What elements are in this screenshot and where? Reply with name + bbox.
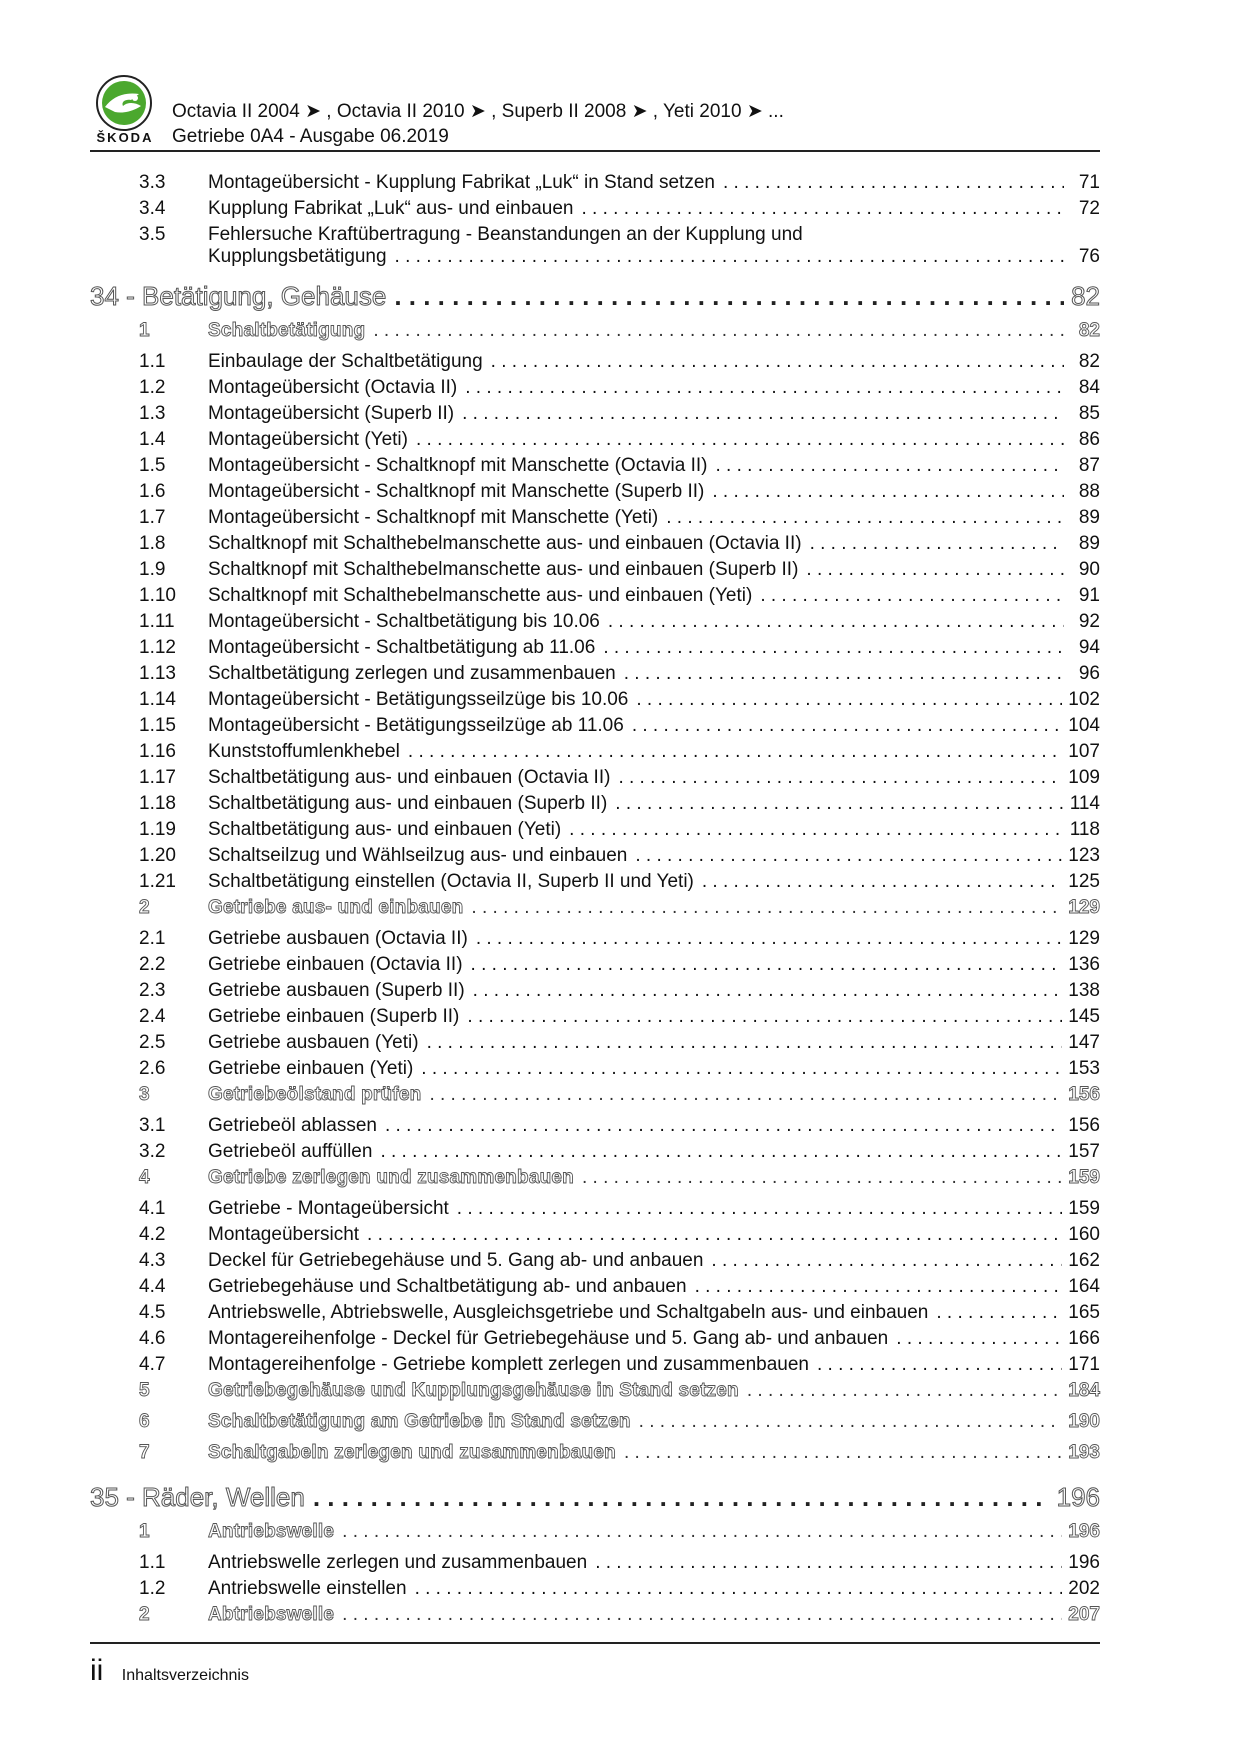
toc-entry-title: Schaltknopf mit Schalthebelmanschette aus- und einbauen (Superb II): [208, 559, 799, 580]
toc-entry-title: Montageübersicht (Octavia II): [208, 377, 458, 398]
toc-entry-number: 4.3: [139, 1250, 166, 1271]
toc-entry[interactable]: [90, 741, 1100, 767]
toc-page-number: 157: [1068, 1141, 1100, 1162]
toc-entry-number: 1.1: [139, 351, 166, 372]
dot-leader: [723, 172, 1064, 194]
toc-page-number: 96: [1078, 663, 1100, 684]
dot-leader: [471, 897, 1062, 919]
toc-page-number: 87: [1078, 455, 1100, 476]
toc-entry-number: 1.14: [139, 689, 176, 710]
toc-page-number: 91: [1078, 585, 1100, 606]
toc-page-number: 90: [1078, 559, 1100, 580]
toc-entry[interactable]: [90, 559, 1100, 585]
dot-leader: [467, 1006, 1062, 1028]
page-number: ii: [90, 1654, 104, 1687]
toc-entry-number: 2.2: [139, 954, 166, 975]
toc-page-number: 184: [1068, 1380, 1100, 1401]
dot-leader: [760, 585, 1064, 607]
toc-page-number: 166: [1068, 1328, 1100, 1349]
dot-leader: [896, 1328, 1062, 1350]
toc-entry-title: Schaltbetätigung aus- und einbauen (Yeti): [208, 819, 562, 840]
toc-entry[interactable]: [90, 928, 1100, 954]
toc-entry-title: Montageübersicht - Schaltknopf mit Manschette (Yeti): [208, 507, 659, 528]
toc-entry[interactable]: [90, 224, 1100, 246]
toc-entry[interactable]: [90, 481, 1100, 507]
toc-page-number: 147: [1068, 1032, 1100, 1053]
toc-entry-title: Montageübersicht - Schaltbetätigung bis 10.06: [208, 611, 600, 632]
toc-entry-title: Montageübersicht - Betätigungsseilzüge ab 11.06: [208, 715, 624, 736]
dot-leader: [936, 1302, 1062, 1324]
toc-entry-title: Deckel für Getriebegehäuse und 5. Gang ab- und anbauen: [208, 1250, 704, 1271]
toc-chapter-title: 34 - Betätigung, Gehäuse: [90, 280, 387, 311]
dot-leader: [624, 663, 1064, 685]
toc-page-number: 156: [1068, 1084, 1100, 1105]
toc-entry-number: 1.17: [139, 767, 176, 788]
toc-entry-number: 2.3: [139, 980, 166, 1001]
page-header: [90, 74, 1100, 154]
toc-chapter[interactable]: [90, 272, 1100, 320]
dot-leader: [712, 481, 1064, 503]
toc-entry-number: 1.10: [139, 585, 176, 606]
toc-entry-number: 2.4: [139, 1006, 166, 1027]
toc-entry[interactable]: [90, 1224, 1100, 1250]
toc-entry[interactable]: [90, 455, 1100, 481]
footer-divider: [90, 1642, 1100, 1644]
toc-entry[interactable]: [90, 1115, 1100, 1141]
toc-entry-number: 3: [139, 1084, 150, 1105]
toc-page-number: 138: [1068, 980, 1100, 1001]
toc-entry[interactable]: [90, 1354, 1100, 1380]
toc-page-number: 196: [1068, 1521, 1100, 1542]
toc-entry-number: 4.7: [139, 1354, 166, 1375]
dot-leader: [569, 819, 1064, 841]
toc-page-number: 171: [1068, 1354, 1100, 1375]
brand-name: ŠKODA: [96, 130, 154, 145]
toc-page-number: 156: [1068, 1115, 1100, 1136]
toc-entry[interactable]: [90, 246, 1100, 272]
footer-label: Inhaltsverzeichnis: [121, 1667, 249, 1684]
dot-leader: [695, 1276, 1063, 1298]
toc-entry-title: Montageübersicht - Betätigungsseilzüge bis 10.06: [208, 689, 629, 710]
toc-entry-number: 1.1: [139, 1552, 166, 1573]
dot-leader: [595, 1552, 1062, 1574]
dot-leader: [415, 1578, 1063, 1600]
toc-entry-number: 4: [139, 1167, 150, 1188]
dot-leader: [416, 429, 1064, 451]
toc-entry-title: Schaltknopf mit Schalthebelmanschette aus- und einbauen (Octavia II): [208, 533, 802, 554]
toc-entry-number: 3.4: [139, 198, 166, 219]
dot-leader: [462, 403, 1064, 425]
dot-leader: [408, 741, 1062, 763]
toc-entry-title: Montageübersicht - Kupplung Fabrikat „Luk“ in Stand setzen: [208, 172, 715, 193]
dot-leader: [380, 1141, 1062, 1163]
dot-leader: [429, 1084, 1062, 1106]
dot-leader: [457, 1198, 1063, 1220]
toc-entry-title: Getriebeöl ablassen: [208, 1115, 377, 1136]
toc-entry[interactable]: [90, 715, 1100, 741]
dot-leader: [471, 954, 1063, 976]
dot-leader: [394, 281, 1064, 312]
dot-leader: [632, 715, 1062, 737]
toc-entry[interactable]: [90, 845, 1100, 871]
toc-entry[interactable]: [90, 663, 1100, 689]
toc-entry[interactable]: [90, 198, 1100, 224]
toc-entry-number: 1.19: [139, 819, 176, 840]
dot-leader: [342, 1604, 1062, 1626]
document-subtitle: Getriebe 0A4 - Ausgabe 06.2019: [172, 126, 449, 147]
toc-entry[interactable]: [90, 533, 1100, 559]
dot-leader: [427, 1032, 1063, 1054]
toc-page-number: 162: [1068, 1250, 1100, 1271]
dot-leader: [473, 980, 1063, 1002]
toc-page-number: 85: [1078, 403, 1100, 424]
toc-entry-number: 3.1: [139, 1115, 166, 1136]
toc-entry[interactable]: [90, 637, 1100, 663]
toc-entry-number: 1.20: [139, 845, 176, 866]
toc-entry-number: 2: [139, 1604, 150, 1625]
toc-entry-title: Antriebswelle, Abtriebswelle, Ausgleichsgetriebe und Schaltgabeln aus- und einbauen: [208, 1302, 929, 1323]
toc-page-number: 89: [1078, 507, 1100, 528]
toc-entry[interactable]: [90, 611, 1100, 637]
toc-entry-number: 1.9: [139, 559, 166, 580]
toc-section[interactable]: [90, 1380, 1100, 1411]
toc-entry-number: 1.18: [139, 793, 176, 814]
toc-entry-number: 2.5: [139, 1032, 166, 1053]
toc-page-number: 125: [1068, 871, 1100, 892]
toc-entry-number: 1.8: [139, 533, 166, 554]
toc-section[interactable]: [90, 1084, 1100, 1115]
dot-leader: [582, 1167, 1062, 1189]
toc-entry[interactable]: [90, 1141, 1100, 1167]
toc-entry-title: Abtriebswelle: [208, 1604, 335, 1625]
toc-entry-title: Schaltbetätigung am Getriebe in Stand setzen: [208, 1411, 631, 1432]
dot-leader: [615, 793, 1063, 815]
dot-leader: [711, 1250, 1062, 1272]
toc-entry-number: 1.13: [139, 663, 176, 684]
toc-entry-number: 1.15: [139, 715, 176, 736]
toc-page-number: 88: [1078, 481, 1100, 502]
dot-leader: [465, 377, 1064, 399]
toc-entry-number: 2.6: [139, 1058, 166, 1079]
toc-entry[interactable]: [90, 377, 1100, 403]
skoda-emblem-icon: [95, 74, 153, 132]
toc-entry[interactable]: [90, 172, 1100, 198]
toc-page-number: 164: [1068, 1276, 1100, 1297]
toc-entry-title: Getriebe ausbauen (Yeti): [208, 1032, 419, 1053]
toc-entry-number: 5: [139, 1380, 150, 1401]
toc-entry-number: 1.3: [139, 403, 166, 424]
dot-leader: [476, 928, 1062, 950]
toc-page-number: 76: [1078, 246, 1100, 267]
toc-page-number: 136: [1068, 954, 1100, 975]
toc-page-number: 84: [1078, 377, 1100, 398]
toc-entry-title: Getriebeöl auffüllen: [208, 1141, 373, 1162]
dot-leader: [373, 320, 1064, 342]
toc-page-number: 160: [1068, 1224, 1100, 1245]
toc-entry-title: Kupplung Fabrikat „Luk“ aus- und einbauen: [208, 198, 574, 219]
toc-entry-title: Schaltbetätigung einstellen (Octavia II, Superb II und Yeti): [208, 871, 694, 892]
toc-page-number: 71: [1078, 172, 1100, 193]
toc-entry[interactable]: [90, 1578, 1100, 1604]
toc-page-number: 129: [1068, 928, 1100, 949]
toc-page-number: 207: [1068, 1604, 1100, 1625]
dot-leader: [342, 1521, 1062, 1543]
dot-leader: [666, 507, 1064, 529]
dot-leader: [491, 351, 1064, 373]
toc-entry[interactable]: [90, 1198, 1100, 1224]
toc-entry[interactable]: [90, 793, 1100, 819]
page-footer: [90, 1654, 249, 1688]
toc-entry-title: Antriebswelle einstellen: [208, 1578, 407, 1599]
toc-entry[interactable]: [90, 1552, 1100, 1578]
toc-section[interactable]: [90, 1411, 1100, 1442]
toc-entry-title: Schaltbetätigung: [208, 320, 366, 341]
toc-entry-title: Montageübersicht - Schaltbetätigung ab 11.06: [208, 637, 596, 658]
toc-section[interactable]: [90, 320, 1100, 351]
toc-entry[interactable]: [90, 1328, 1100, 1354]
toc-entry-title: Schaltbetätigung aus- und einbauen (Superb II): [208, 793, 608, 814]
toc-entry-title: Getriebe einbauen (Superb II): [208, 1006, 460, 1027]
toc-entry-title: Getriebeölstand prüfen: [208, 1084, 422, 1105]
toc-entry-number: 1.7: [139, 507, 166, 528]
toc-entry[interactable]: [90, 1032, 1100, 1058]
toc-page-number: 102: [1068, 689, 1100, 710]
toc-entry-number: 4.1: [139, 1198, 166, 1219]
toc-entry-number: 3.5: [139, 224, 166, 245]
toc-page-number: 114: [1069, 793, 1100, 814]
toc-entry-number: 1.16: [139, 741, 176, 762]
toc-entry[interactable]: [90, 767, 1100, 793]
toc-entry-title: Getriebe ausbauen (Superb II): [208, 980, 465, 1001]
dot-leader: [618, 767, 1062, 789]
toc-entry-title: Schaltbetätigung zerlegen und zusammenbauen: [208, 663, 616, 684]
dot-leader: [636, 689, 1062, 711]
toc-entry-number: 1.5: [139, 455, 166, 476]
toc-page-number: 94: [1078, 637, 1100, 658]
dot-leader: [624, 1442, 1062, 1464]
toc-page-number: 86: [1078, 429, 1100, 450]
dot-leader: [716, 455, 1065, 477]
dot-leader: [395, 246, 1064, 268]
toc-entry-title: Getriebe einbauen (Yeti): [208, 1058, 414, 1079]
toc-page-number: 123: [1068, 845, 1100, 866]
toc-entry[interactable]: [90, 871, 1100, 897]
toc-entry-title: Kupplungsbetätigung: [208, 246, 387, 267]
toc-entry-number: 1.4: [139, 429, 166, 450]
toc-entry-number: 2.1: [139, 928, 166, 949]
dot-leader: [747, 1380, 1062, 1402]
toc-entry-number: 1: [139, 320, 150, 341]
toc-entry-title: Montageübersicht - Schaltknopf mit Manschette (Octavia II): [208, 455, 708, 476]
toc-entry[interactable]: [90, 351, 1100, 377]
toc-entry-title: Getriebe einbauen (Octavia II): [208, 954, 463, 975]
toc-entry[interactable]: [90, 585, 1100, 611]
toc-page-number: 92: [1078, 611, 1100, 632]
toc-page-number: 82: [1078, 351, 1100, 372]
toc-page-number: 190: [1068, 1411, 1100, 1432]
toc-entry-title: Montageübersicht (Yeti): [208, 429, 408, 450]
toc-entry-title: Schaltgabeln zerlegen und zusammenbauen: [208, 1442, 616, 1463]
toc-page-number: 196: [1068, 1552, 1100, 1573]
toc-entry-title: Getriebe - Montageübersicht: [208, 1198, 449, 1219]
dot-leader: [635, 845, 1062, 867]
dot-leader: [313, 1482, 1051, 1513]
toc-entry[interactable]: [90, 1250, 1100, 1276]
toc-page-number: 193: [1068, 1442, 1100, 1463]
toc-entry[interactable]: [90, 507, 1100, 533]
toc-section[interactable]: [90, 1442, 1100, 1473]
dot-leader: [603, 637, 1064, 659]
toc-page-number: 109: [1068, 767, 1100, 788]
toc-entry-number: 1.12: [139, 637, 176, 658]
toc-entry[interactable]: [90, 403, 1100, 429]
dot-leader: [367, 1224, 1062, 1246]
toc-entry-title: Montagereihenfolge - Deckel für Getriebegehäuse und 5. Gang ab- und anbauen: [208, 1328, 889, 1349]
toc-entry-title: Einbaulage der Schaltbetätigung: [208, 351, 483, 372]
toc-entry-number: 4.6: [139, 1328, 166, 1349]
toc-entry-number: 1: [139, 1521, 150, 1542]
dot-leader: [817, 1354, 1062, 1376]
toc-entry-title: Fehlersuche Kraftübertragung - Beanstandungen an der Kupplung und: [208, 224, 803, 245]
toc-entry-number: 1.2: [139, 1578, 166, 1599]
toc-entry-title: Schaltknopf mit Schalthebelmanschette aus- und einbauen (Yeti): [208, 585, 753, 606]
toc-page-number: 82: [1078, 320, 1100, 341]
toc-section[interactable]: [90, 897, 1100, 928]
toc-entry-number: 1.6: [139, 481, 166, 502]
toc-entry[interactable]: [90, 689, 1100, 715]
dot-leader: [608, 611, 1064, 633]
toc-page-number: 82: [1071, 280, 1100, 311]
dot-leader: [581, 198, 1064, 220]
toc-entry-number: 4.5: [139, 1302, 166, 1323]
toc-page-number: 145: [1068, 1006, 1100, 1027]
toc-page-number: 72: [1078, 198, 1100, 219]
header-divider: [90, 150, 1100, 152]
dot-leader: [421, 1058, 1062, 1080]
toc-entry-number: 4.4: [139, 1276, 166, 1297]
toc-section[interactable]: [90, 1167, 1100, 1198]
toc-entry[interactable]: [90, 1006, 1100, 1032]
toc-entry[interactable]: [90, 954, 1100, 980]
toc-entry-title: Getriebegehäuse und Schaltbetätigung ab- und anbauen: [208, 1276, 687, 1297]
toc-page-number: 153: [1068, 1058, 1100, 1079]
toc-page-number: 159: [1068, 1167, 1100, 1188]
table-of-contents: [90, 172, 1100, 1635]
toc-section[interactable]: [90, 1521, 1100, 1552]
toc-entry-number: 2: [139, 897, 150, 918]
toc-page-number: 104: [1068, 715, 1100, 736]
toc-entry[interactable]: [90, 429, 1100, 455]
toc-entry-title: Kunststoffumlenkhebel: [208, 741, 400, 762]
toc-page-number: 107: [1068, 741, 1100, 762]
toc-entry-number: 4.2: [139, 1224, 166, 1245]
dot-leader: [806, 559, 1064, 581]
toc-entry-number: 3.2: [139, 1141, 166, 1162]
dot-leader: [385, 1115, 1062, 1137]
toc-page-number: 159: [1068, 1198, 1100, 1219]
toc-entry-title: Getriebe zerlegen und zusammenbauen: [208, 1167, 574, 1188]
toc-page-number: 202: [1068, 1578, 1100, 1599]
toc-entry-title: Antriebswelle zerlegen und zusammenbauen: [208, 1552, 588, 1573]
toc-entry-title: Montageübersicht - Schaltknopf mit Manschette (Superb II): [208, 481, 705, 502]
dot-leader: [702, 871, 1062, 893]
toc-entry[interactable]: [90, 980, 1100, 1006]
toc-entry-title: Montageübersicht (Superb II): [208, 403, 455, 424]
toc-entry[interactable]: [90, 1276, 1100, 1302]
toc-entry-number: 6: [139, 1411, 150, 1432]
toc-entry-title: Getriebe aus- und einbauen: [208, 897, 464, 918]
toc-entry-number: 3.3: [139, 172, 166, 193]
toc-entry-number: 7: [139, 1442, 150, 1463]
toc-entry-number: 1.21: [139, 871, 176, 892]
toc-chapter[interactable]: [90, 1473, 1100, 1521]
dot-leader: [810, 533, 1064, 555]
toc-entry-title: Getriebe ausbauen (Octavia II): [208, 928, 468, 949]
toc-entry-title: Getriebegehäuse und Kupplungsgehäuse in Stand setzen: [208, 1380, 739, 1401]
toc-entry-number: 1.11: [139, 611, 175, 632]
toc-page-number: 118: [1069, 819, 1100, 840]
toc-chapter-title: 35 - Räder, Wellen: [90, 1481, 305, 1512]
toc-page-number: 165: [1068, 1302, 1100, 1323]
toc-entry-title: Antriebswelle: [208, 1521, 335, 1542]
toc-entry[interactable]: [90, 819, 1100, 845]
toc-entry-title: Montagereihenfolge - Getriebe komplett zerlegen und zusammenbauen: [208, 1354, 809, 1375]
toc-entry-title: Schaltbetätigung aus- und einbauen (Octavia II): [208, 767, 611, 788]
toc-page-number: 129: [1068, 897, 1100, 918]
toc-section[interactable]: [90, 1604, 1100, 1635]
toc-page-number: 196: [1056, 1481, 1100, 1512]
vehicle-models: Octavia II 2004 ➤ , Octavia II 2010 ➤ , Superb II 2008 ➤ , Yeti 2010 ➤ ...: [172, 101, 784, 122]
toc-entry-number: 1.2: [139, 377, 166, 398]
toc-entry-title: Schaltseilzug und Wählseilzug aus- und einbauen: [208, 845, 628, 866]
dot-leader: [639, 1411, 1063, 1433]
toc-page-number: 89: [1078, 533, 1100, 554]
toc-entry[interactable]: [90, 1058, 1100, 1084]
toc-entry[interactable]: [90, 1302, 1100, 1328]
toc-entry-title: Montageübersicht: [208, 1224, 360, 1245]
